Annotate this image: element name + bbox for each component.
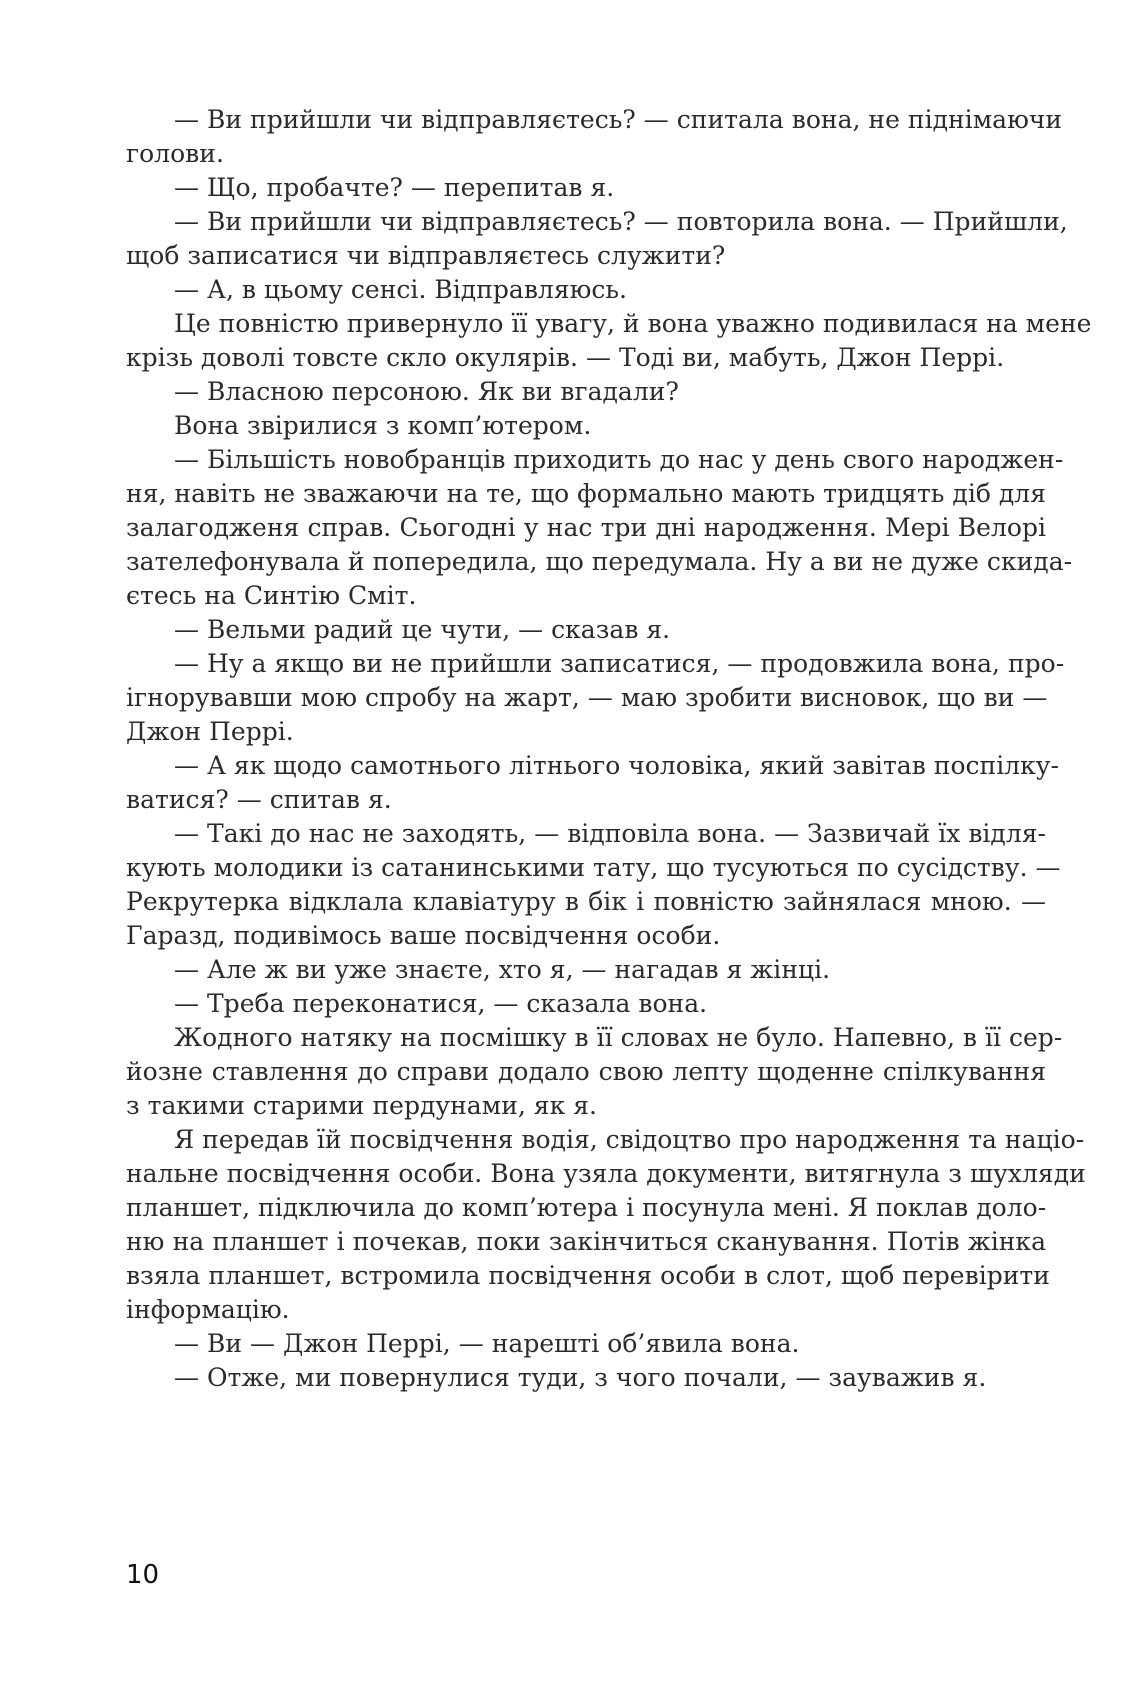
text-line: Гаразд, подивімось ваше посвідчення особи.: [126, 921, 721, 950]
text-line: ню на планшет і почекав, поки закінчиться сканування. Потів жінка: [126, 1227, 1046, 1256]
text-line: — Ви — Джон Перрі, — нарешті об’явила вона.: [174, 1329, 800, 1358]
text-line: — Ну а якщо ви не прийшли записатися, — продовжила вона, про-: [174, 649, 1065, 678]
text-line: голови.: [126, 139, 224, 168]
text-line: — А, в цьому сенсі. Відправляюсь.: [174, 275, 628, 304]
text-line: щоб записатися чи відправляєтесь служити?: [126, 241, 726, 270]
text-line: Рекрутерка відклала клавіатуру в бік і повністю зайнялася мною. —: [126, 887, 1046, 916]
text-line: залагодженя справ. Сьогодні у нас три дні народження. Мері Велорі: [126, 513, 1046, 542]
text-line: зателефонувала й попередила, що передумала. Ну а ви не дуже скида-: [126, 547, 1073, 576]
text-line: — Власною персоною. Як ви вгадали?: [174, 377, 679, 406]
text-line: ватися? — спитав я.: [126, 785, 392, 814]
text-line: — Що, пробачте? — перепитав я.: [174, 173, 615, 202]
text-line: ня, навіть не зважаючи на те, що формально мають тридцять діб для: [126, 479, 1046, 508]
text-line: інформацію.: [126, 1295, 290, 1324]
text-line: — Вельми радий це чути, — сказав я.: [174, 615, 671, 644]
text-line: кують молодики із сатанинськими тату, що тусуються по сусідству. —: [126, 853, 1061, 882]
text-line: — Треба переконатися, — сказала вона.: [174, 989, 708, 1018]
text-line: — Більшість новобранців приходить до нас у день свого народжен-: [174, 445, 1064, 474]
text-line: ігнорувавши мою спробу на жарт, — маю зробити висновок, що ви —: [126, 683, 1048, 712]
text-line: — А як щодо самотнього літнього чоловіка, який завітав поспілку-: [174, 751, 1059, 780]
text-line: єтесь на Синтію Сміт.: [126, 581, 417, 610]
text-line: — Отже, ми повернулися туди, з чого почали, — зауважив я.: [174, 1363, 987, 1392]
text-line: Жодного натяку на посмішку в її словах не було. Напевно, в її сер-: [174, 1023, 1063, 1052]
text-line: — Але ж ви уже знаєте, хто я, — нагадав я жінці.: [174, 955, 831, 984]
text-line: йозне ставлення до справи додало свою лепту щоденне спілкування: [126, 1057, 1046, 1086]
text-line: Я передав їй посвідчення водія, свідоцтво про народження та націо-: [174, 1125, 1085, 1154]
page-number: 10: [126, 1560, 160, 1590]
text-line: з такими старими пердунами, як я.: [126, 1091, 597, 1120]
text-line: Джон Перрі.: [126, 717, 294, 746]
text-line: — Ви прийшли чи відправляєтесь? — повторила вона. — Прийшли,: [174, 207, 1068, 236]
text-line: нальне посвідчення особи. Вона узяла документи, витягнула з шухляди: [126, 1159, 1086, 1188]
text-line: Вона звірилися з комп’ютером.: [174, 411, 592, 440]
text-line: взяла планшет, встромила посвідчення особи в слот, щоб перевірити: [126, 1261, 1050, 1290]
text-line: — Ви прийшли чи відправляєтесь? — спитала вона, не піднімаючи: [174, 105, 1063, 134]
text-line: крізь доволі товсте скло окулярів. — Тоді ви, мабуть, Джон Перрі.: [126, 343, 1005, 372]
text-line: Це повністю привернуло її увагу, й вона уважно подивилася на мене: [174, 309, 1092, 338]
text-line: — Такі до нас не заходять, — відповіла вона. — Зазвичай їх відля-: [174, 819, 1046, 848]
text-line: планшет, підключила до комп’ютера і посунула мені. Я поклав доло-: [126, 1193, 1047, 1222]
